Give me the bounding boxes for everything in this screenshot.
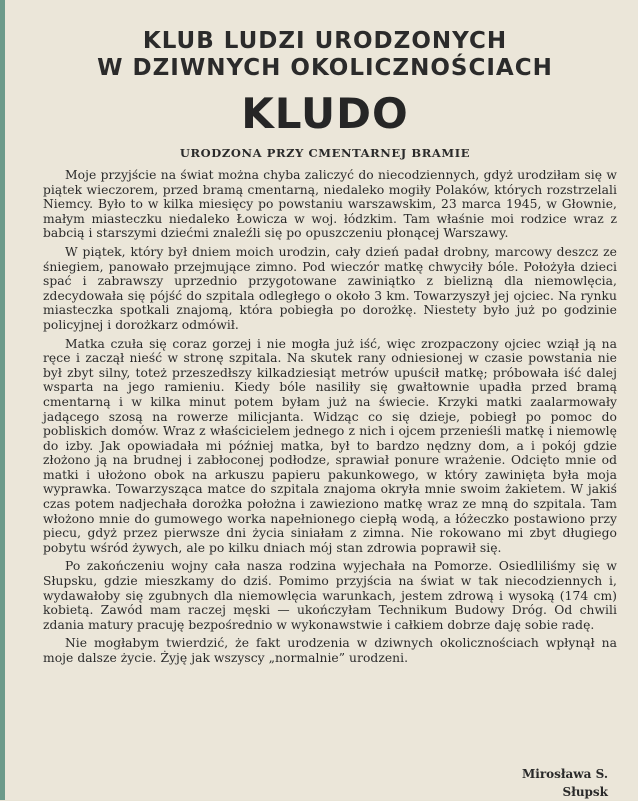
paragraph: Moje przyjście na świat można chyba zaliczyć do niecodziennych, gdyż urodziłam się w piątek wieczorem, przed bramą cmentarną, niedaleko mogiły Polaków, których rozstrzelali Niemcy. Było to w kilka miesięcy po powstaniu warszawskim, 23 marca 1945, w Głownie, małym miasteczku niedaleko Łowicza w woj. łódzkim. Tam właśnie moi rodzice wraz z babcią i starszymi dziećmi znaleźli się po opuszczeniu płonącej Warszawy. — [43, 168, 617, 241]
paragraph: W piątek, który był dniem moich urodzin, cały dzień padał drobny, marcowy deszcz ze śniegiem, panowało przejmujące zimno. Pod wieczór matkę chwyciły bóle. Położyła dzieci spać i zabrawszy uprzednio przygotowane zawiniątko z bielizną dla niemowlęcia, zdecydowała się pójść do szpitala odległego o około 3 km. Towarzyszył jej ojciec. Na rynku miasteczka spotkali znajomą, która pobiegła po dorożkę. Niestety było już po godzinie policyjnej i dorożkarz odmówił. — [43, 244, 617, 332]
article-body — [43, 168, 617, 666]
article-column — [25, 0, 625, 670]
kludo-logo: KLUDO — [241, 89, 409, 138]
author-name: Mirosława S. — [521, 767, 608, 781]
club-heading — [25, 28, 625, 82]
paragraph: Nie mogłabym twierdzić, że fakt urodzenia w dziwnych okolicznościach wpłynął na moje dalsze życie. Żyję jak wszyscy „normalnie” urodzeni. — [43, 636, 617, 665]
author-city: Słupsk — [562, 785, 608, 799]
club-heading-line-2: W DZIWNYCH OKOLICZNOŚCIACH — [97, 55, 553, 81]
club-heading-line-1: KLUB LUDZI URODZONYCH — [142, 28, 508, 54]
paragraph: Po zakończeniu wojny cała nasza rodzina wyjechała na Pomorze. Osiedliliśmy się w Słupsku, gdzie mieszkamy do dziś. Pomimo przyjścia na świat w tak niecodziennych i, wydawałoby się zgubnych dla niemowlęcia warunkach, jestem zdrową i wysoką (174 cm) kobietą. Zawód mam raczej męski — ukończyłam Technikum Budowy Dróg. Od chwili zdania matury pracuję bezpośrednio w wykonawstwie i całkiem dobrze daję sobie radę. — [43, 559, 617, 632]
article-title: URODZONA PRZY CMENTARNEJ BRAMIE — [179, 146, 471, 160]
signature — [522, 765, 608, 801]
paragraph: Matka czuła się coraz gorzej i nie mogła już iść, więc zrozpaczony ojciec wziął ją na ręce i zaczął nieść w stronę szpitala. Na skutek rany odniesionej w czasie powstania nie był zbyt silny, toteż przeszedłszy kilkadziesiąt metrów upuścił matkę; próbowała iść dalej wsparta na jego ramieniu. Kiedy bóle nasiliły się gwałtownie upadła przed bramą cmentarną i w kilka minut potem byłam już na świecie. Krzyki matki zaalarmowały jadącego szosą na rowerze milicjanta. Widząc co się dzieje, pobiegł po pomoc do pobliskich domów. Wraz z właścicielem jednego z nich i ojcem przenieśli matkę i niemowlę do izby. Jak opowiadała mi później matka, był to bardzo nędzny dom, a i pokój gdzie złożono ją na brudnej i zabłoconej podłodze, sprawiał ponure wrażenie. Odcięto mnie od matki i ułożono obok na arkuszu papieru pakunkowego, w który zawinięta była moja wyprawka. Towarzysząca matce do szpitala znajoma okryła mnie swoim żakietem. W jakiś czas potem nadjechała dorożka położna i zawieziono matkę wraz ze mną do szpitala. Tam włożono mnie do gumowego worka napełnionego ciepłą wodą, a łóżeczko postawiono przy piecu, gdyż przez pierwsze dni życia siniałam z zimna. Nie rokowano mi zbyt długiego pobytu wśród żywych, ale po kilku dniach mój stan zdrowia poprawił się. — [43, 336, 617, 555]
